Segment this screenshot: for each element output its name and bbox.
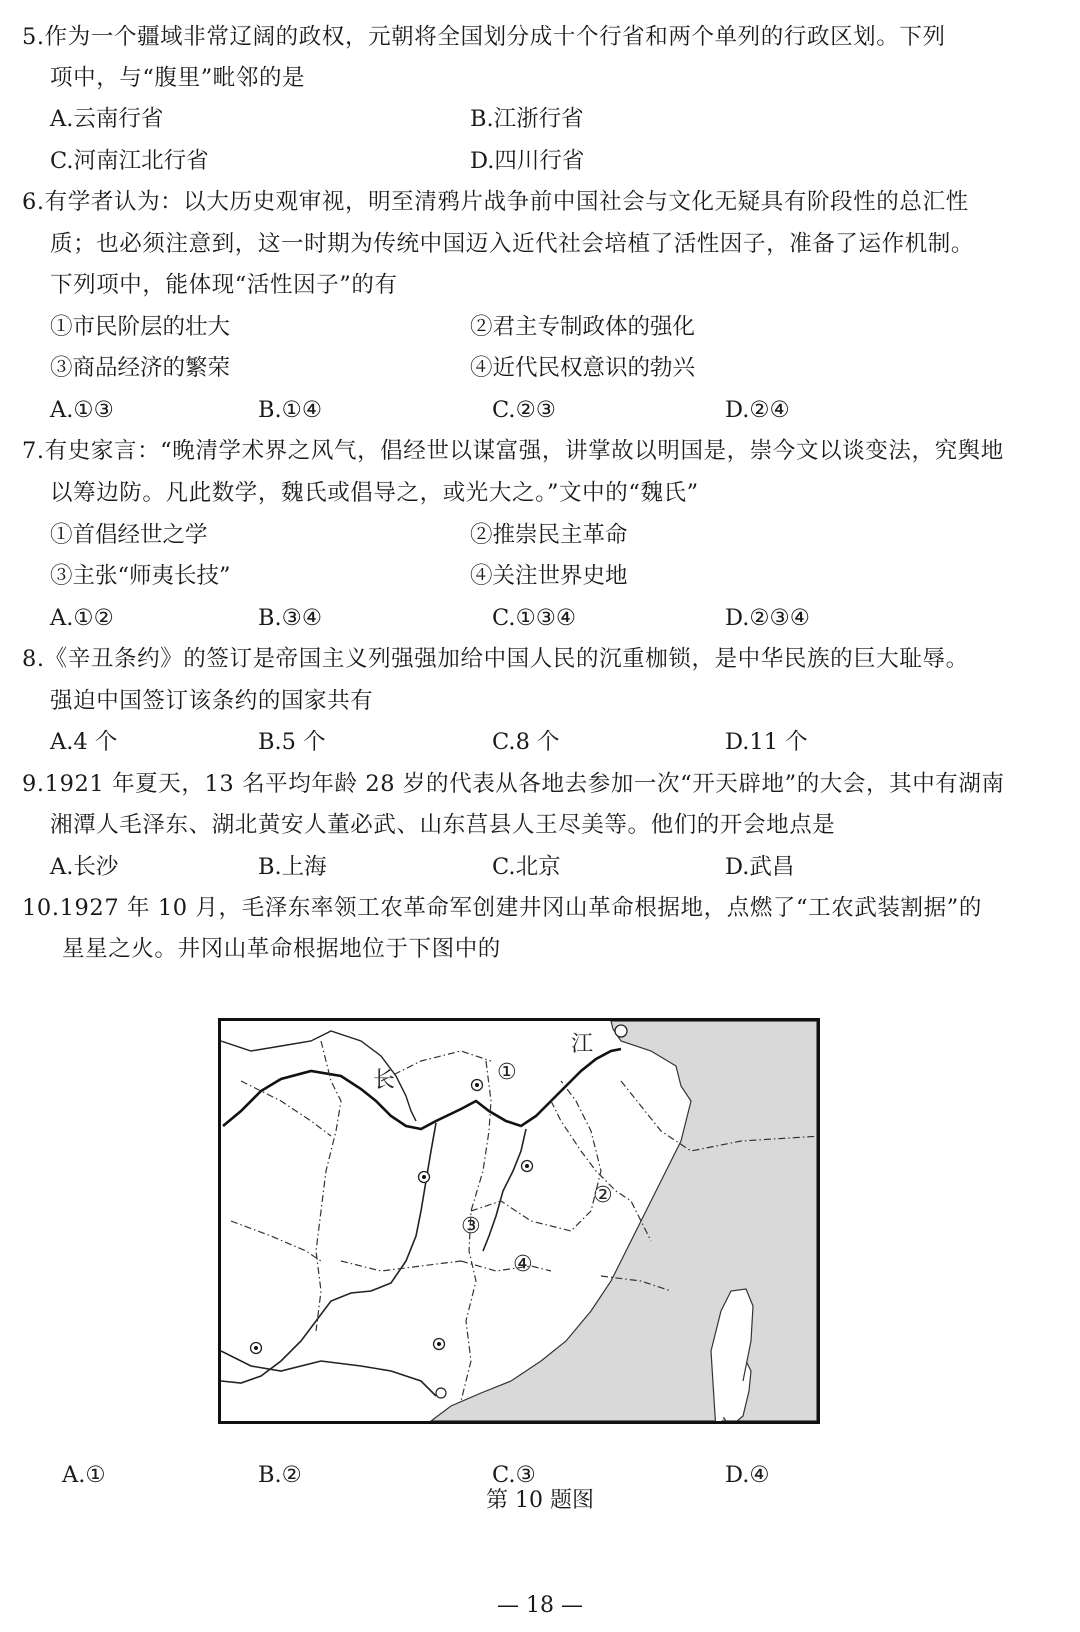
map-marker-3: ③ [461, 1214, 481, 1239]
q5-option-c[interactable]: C.河南江北行省 [50, 148, 209, 174]
q7-statement-4: ④关注世界史地 [470, 563, 628, 589]
q7-option-c[interactable]: C.①③④ [492, 605, 577, 631]
q6-stem-line-1: 6.有学者认为：以大历史观审视，明至清鸦片战争前中国社会与文化无疑具有阶段性的总汇性 [22, 189, 969, 215]
q6-statement-1: ①市民阶层的壮大 [50, 314, 231, 340]
map-label-chang: 长 [373, 1068, 396, 1093]
q6-option-c[interactable]: C.②③ [492, 397, 556, 423]
q7-statement-2: ②推崇民主革命 [470, 522, 628, 548]
q7-stem-line-1: 7.有史家言：“晚清学术界之风气，倡经世以谋富强，讲掌故以明国是，崇今文以谈变法，究舆地 [22, 438, 1004, 464]
map-label-jiang: 江 [571, 1032, 594, 1057]
q5-option-d[interactable]: D.四川行省 [470, 148, 585, 174]
q8-stem-line-1: 8.《辛丑条约》的签订是帝国主义列强强加给中国人民的沉重枷锁，是中华民族的巨大耻辱。 [22, 646, 969, 672]
q9-option-d[interactable]: D.武昌 [725, 854, 795, 880]
q7-option-d[interactable]: D.②③④ [725, 605, 810, 631]
q6-option-b[interactable]: B.①④ [258, 397, 323, 423]
q7-statement-3: ③主张“师夷长技” [50, 563, 231, 589]
q6-stem-line-2: 质；也必须注意到，这一时期为传统中国迈入近代社会培植了活性因子，准备了运作机制。 [50, 231, 975, 257]
q7-statement-1: ①首倡经世之学 [50, 522, 208, 548]
q5-option-b[interactable]: B.江浙行省 [470, 106, 584, 132]
q5-stem-line-2: 项中，与“腹里”毗邻的是 [50, 65, 306, 91]
q8-option-d[interactable]: D.11 个 [725, 729, 808, 755]
q5-option-a[interactable]: A.云南行省 [50, 106, 164, 132]
q6-option-a[interactable]: A.①③ [50, 397, 114, 423]
q10-option-c[interactable]: C.③ [492, 1462, 536, 1488]
q8-option-b[interactable]: B.5 个 [258, 729, 326, 755]
q9-stem-line-1: 9.1921 年夏天，13 名平均年龄 28 岁的代表从各地去参加一次“开天辟地”的大会，其中有湖南 [22, 771, 1005, 797]
river-pearl [221, 1351, 436, 1396]
map-marker-4: ④ [513, 1252, 533, 1277]
q7-option-a[interactable]: A.①② [50, 605, 114, 631]
river-ganjiang [483, 1129, 526, 1251]
q10-stem-line-2: 星星之火。井冈山革命根据地位于下图中的 [62, 936, 501, 962]
page-number: — 18 — [497, 1593, 583, 1618]
q7-option-b[interactable]: B.③④ [258, 605, 323, 631]
q6-statement-3: ③商品经济的繁荣 [50, 355, 231, 381]
q10-stem-line-1: 10.1927 年 10 月，毛泽东率领工农革命军创建井冈山革命根据地，点燃了“工农武装割据”的 [22, 895, 982, 921]
q10-map [218, 1018, 820, 1424]
q10-option-b[interactable]: B.② [258, 1462, 302, 1488]
q9-option-b[interactable]: B.上海 [258, 854, 327, 880]
q5-stem-line-1: 5.作为一个疆域非常辽阔的政权，元朝将全国划分成十个行省和两个单列的行政区划。下列 [22, 24, 946, 50]
q6-statement-4: ④近代民权意识的勃兴 [470, 355, 696, 381]
q9-option-a[interactable]: A.长沙 [50, 854, 119, 880]
q10-option-d[interactable]: D.④ [725, 1462, 770, 1488]
q8-option-c[interactable]: C.8 个 [492, 729, 560, 755]
q6-option-d[interactable]: D.②④ [725, 397, 790, 423]
map-drawing [221, 1021, 817, 1421]
q7-stem-line-2: 以筹边防。凡此数学，魏氏或倡导之，或光大之。”文中的“魏氏” [50, 480, 699, 506]
map-marker-1: ① [497, 1060, 517, 1085]
q6-stem-line-3: 下列项中，能体现“活性因子”的有 [50, 272, 398, 298]
q10-option-a[interactable]: A.① [62, 1462, 106, 1488]
q6-statement-2: ②君主专制政体的强化 [470, 314, 696, 340]
q8-stem-line-2: 强迫中国签订该条约的国家共有 [50, 688, 374, 714]
map-caption: 第 10 题图 [486, 1488, 594, 1513]
q9-option-c[interactable]: C.北京 [492, 854, 561, 880]
q9-stem-line-2: 湘潭人毛泽东、湖北黄安人董必武、山东莒县人王尽美等。他们的开会地点是 [50, 812, 836, 838]
map-marker-2: ② [593, 1183, 613, 1208]
q8-option-a[interactable]: A.4 个 [50, 729, 118, 755]
